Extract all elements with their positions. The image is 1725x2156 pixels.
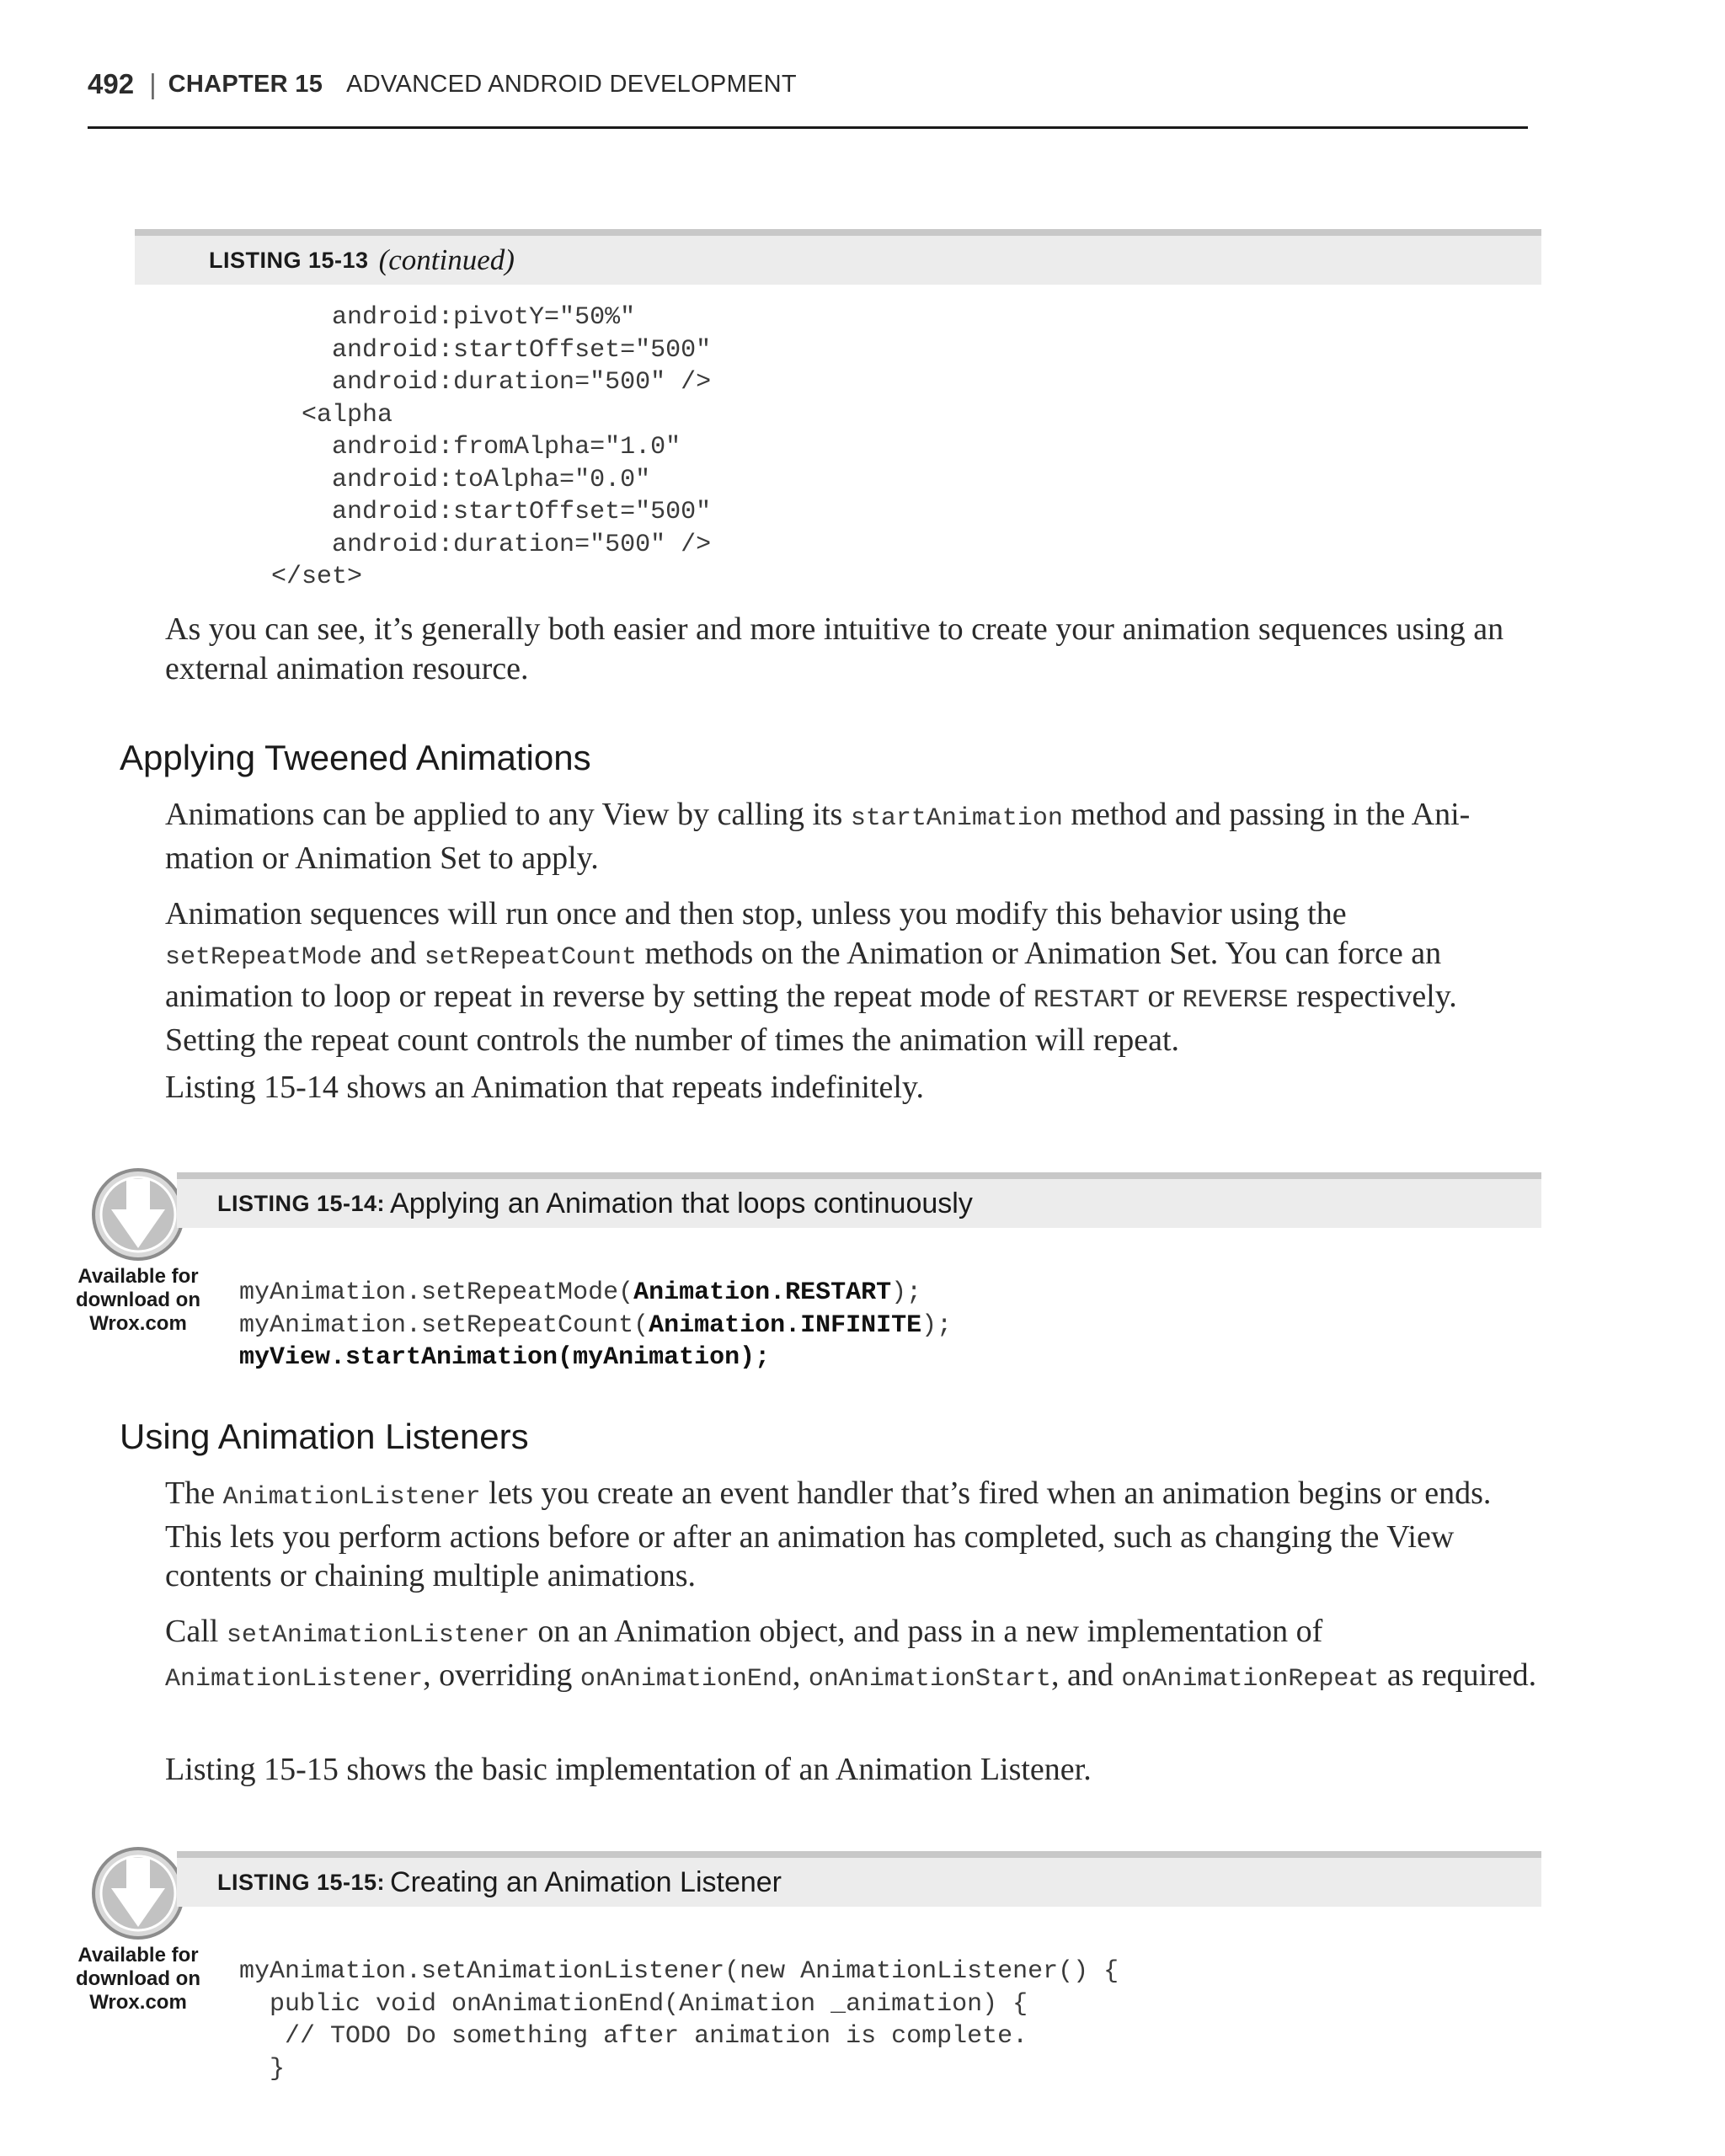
text-run: Animation sequences will run once and then stop, unless you modify this behavior using the (165, 896, 1347, 931)
code-term: setAnimationListener (226, 1621, 530, 1650)
paragraph-applying-3: Listing 15-14 shows an Animation that repeats indefinitely. (165, 1070, 924, 1105)
paragraph-applying-2 (165, 894, 1540, 1059)
code-line (239, 1311, 952, 1340)
code-run-bold: Animation.INFINITE (649, 1310, 922, 1340)
download-label (71, 1944, 206, 2015)
listing-15-15-code (239, 1956, 1119, 2085)
download-label-line: Available for (77, 1944, 199, 1967)
text-run: methods on the Animation or Animation Set. You can force an animation to loop or repeat in reverse by setting the repeat mode of (165, 935, 1442, 1014)
code-term: onAnimationStart (808, 1664, 1051, 1694)
header-separator: | (149, 68, 157, 99)
code-line: android:startOffset="500" (241, 498, 712, 526)
text-run: Animations can be applied to any View by calling its (165, 797, 851, 832)
code-term: onAnimationRepeat (1121, 1664, 1380, 1694)
text-run: method and passing in the Ani-mation or Animation Set to apply. (165, 797, 1471, 876)
download-arrow-icon (91, 1167, 185, 1262)
text-run: or (1139, 979, 1183, 1014)
chapter-title: ADVANCED ANDROID DEVELOPMENT (346, 70, 797, 98)
download-label-line: download on (76, 1289, 200, 1311)
code-line: } (239, 2054, 286, 2084)
download-label-line: download on (76, 1967, 200, 1990)
code-term: startAnimation (850, 804, 1063, 833)
code-line: <alpha (241, 400, 393, 430)
code-term: AnimationListener (165, 1664, 424, 1694)
listing-15-13-code (241, 302, 711, 594)
listing-15-14-code (239, 1277, 952, 1374)
code-term: REVERSE (1182, 986, 1289, 1015)
listing-15-15-header (177, 1851, 1541, 1907)
text-run: The (165, 1476, 223, 1511)
code-line (239, 1278, 921, 1307)
code-line: android:toAlpha="0.0" (241, 465, 651, 494)
text-run: respectively. Setting the repeat count controls the number of times the animation will repeat. (165, 979, 1457, 1058)
code-term: onAnimationEnd (579, 1664, 793, 1694)
code-term: AnimationListener (222, 1483, 481, 1512)
paragraph-applying-1 (165, 795, 1540, 878)
listing-label: LISTING 15-14: (217, 1190, 386, 1216)
code-line: </set> (241, 563, 363, 591)
text-run: as required. (1379, 1657, 1537, 1693)
section-heading-listeners: Using Animation Listeners (120, 1417, 529, 1456)
code-line-bold: myView.startAnimation(myAnimation); (239, 1343, 771, 1372)
listing-caption: Creating an Animation Listener (390, 1865, 782, 1898)
listing-note: (continued) (378, 243, 515, 276)
listing-label: LISTING 15-15: (217, 1869, 386, 1895)
download-label-line: Available for (77, 1265, 199, 1288)
code-term: setRepeatMode (165, 942, 363, 972)
section-heading-applying: Applying Tweened Animations (120, 738, 591, 777)
listing-caption: Applying an Animation that loops continuously (390, 1187, 973, 1219)
code-term: RESTART (1033, 986, 1140, 1015)
paragraph-listeners-1 (165, 1474, 1540, 1596)
download-label (71, 1265, 206, 1336)
code-line: myAnimation.setAnimationListener(new AnimationListener() { (239, 1957, 1119, 1986)
text-run: , (792, 1657, 809, 1693)
download-label-line: Wrox.com (89, 1312, 187, 1335)
download-label-line: Wrox.com (89, 1991, 187, 2014)
code-run: ); (921, 1310, 953, 1340)
page-number: 492 (88, 68, 135, 99)
text-run: , overriding (423, 1657, 580, 1693)
code-line: android:duration="500" /> (241, 368, 712, 397)
text-run: and (362, 935, 425, 971)
code-run: myAnimation.setRepeatMode( (239, 1278, 634, 1307)
code-run-bold: Animation.RESTART (633, 1278, 892, 1307)
code-line: android:startOffset="500" (241, 335, 712, 365)
chapter-label: CHAPTER 15 (168, 70, 323, 98)
text-run: on an Animation object, and pass in a new implementation of (529, 1614, 1323, 1649)
text-run: Call (165, 1614, 227, 1649)
code-line: android:fromAlpha="1.0" (241, 433, 681, 462)
paragraph-intro: As you can see, it’s generally both easier and more intuitive to create your animation sequences using an external animation resource. (165, 611, 1504, 686)
listing-15-14-header (177, 1172, 1541, 1228)
text-run: , and (1050, 1657, 1122, 1693)
listing-label: LISTING 15-13 (209, 247, 369, 273)
listing-15-13-header (135, 229, 1541, 285)
paragraph-listeners-3: Listing 15-15 shows the basic implementation of an Animation Listener. (165, 1752, 1092, 1787)
text-run: lets you create an event handler that’s fired when an animation begins or ends. This lets you perform actions before or after an animation has completed, such as changing the View contents or chaining multiple animations. (165, 1476, 1492, 1593)
code-run: ); (891, 1278, 922, 1307)
code-term: setRepeatCount (424, 942, 637, 972)
code-run: myAnimation.setRepeatCount( (239, 1310, 649, 1340)
code-line: android:pivotY="50%" (241, 303, 636, 332)
download-arrow-icon (91, 1846, 185, 1940)
code-line: android:duration="500" /> (241, 530, 712, 559)
paragraph-listeners-2 (165, 1612, 1540, 1699)
code-line: // TODO Do something after animation is complete. (239, 2022, 1028, 2051)
running-header (88, 64, 1528, 104)
header-rule (88, 126, 1528, 129)
code-line: public void onAnimationEnd(Animation _animation) { (239, 1989, 1028, 2019)
